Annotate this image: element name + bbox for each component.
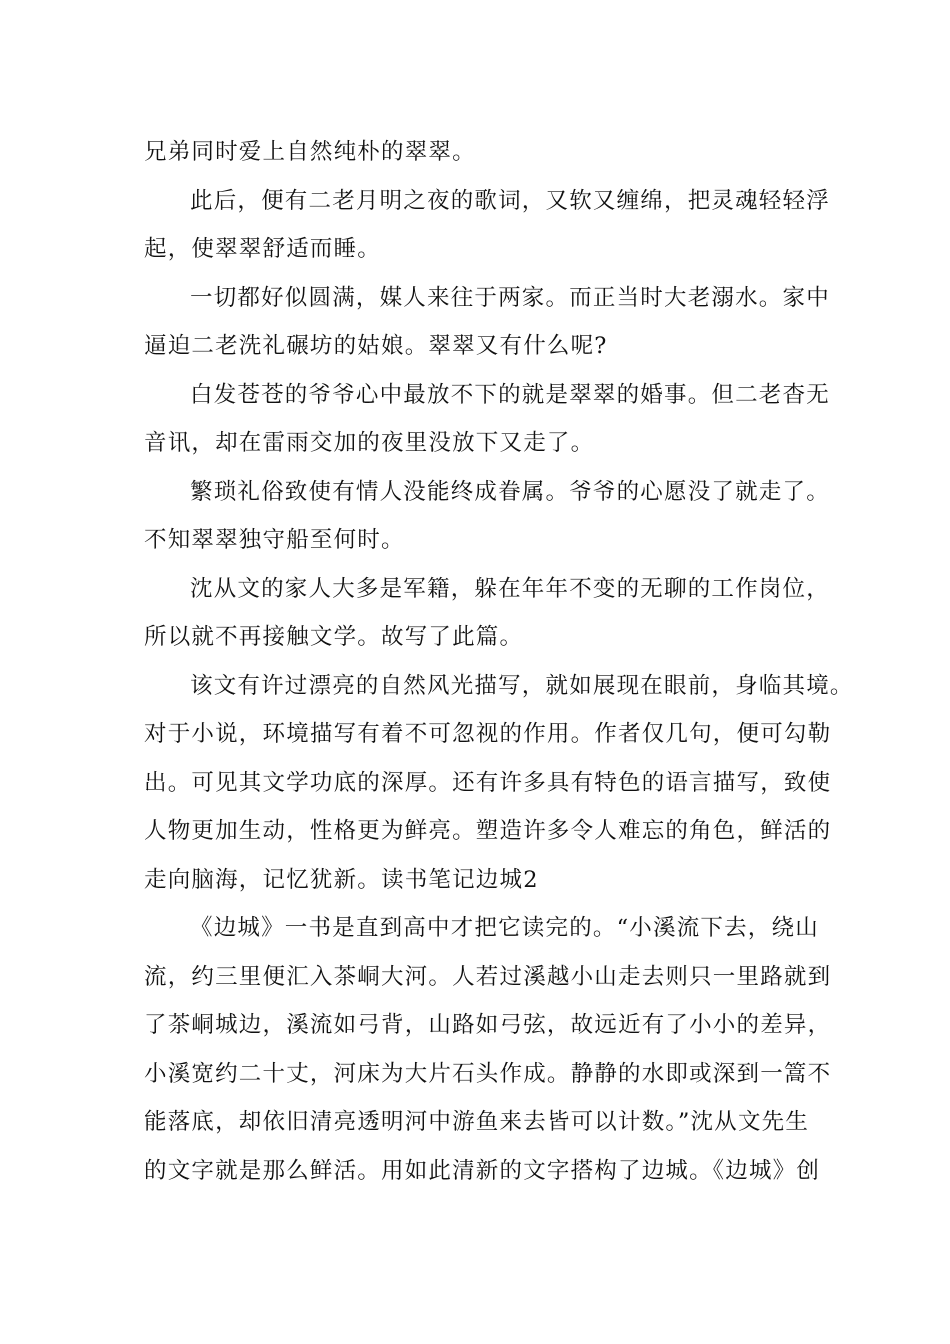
text-line: 的文字就是那么鲜活。用如此清新的文字搭构了边城。《边城》创 <box>144 1157 821 1184</box>
text-line: 所以就不再接触文学。故写了此篇。 <box>144 624 524 650</box>
text-line: 繁琐礼俗致使有情人没能终成眷属。爷爷的心愿没了就走了。 <box>190 478 830 505</box>
text-line: 能落底，却依旧清亮透明河中游鱼来去皆可以计数。”沈从文先生 <box>144 1109 810 1135</box>
text-line: 走向脑海，记忆犹新。读书笔记边城2 <box>144 866 539 893</box>
text-line: 音讯，却在雷雨交加的夜里没放下又走了。 <box>144 430 595 456</box>
text-line: 出。可见其文学功底的深厚。还有许多具有特色的语言描写，致使 <box>144 769 832 796</box>
text-line: 了茶峒城边，溪流如弓背，山路如弓弦，故远近有了小小的差异， <box>144 1012 832 1038</box>
text-line: 《边城》一书是直到高中才把它读完的。“小溪流下去，绕山 <box>190 915 819 941</box>
text-line: 一切都好似圆满，媒人来往于两家。而正当时大老溺水。家中 <box>190 284 830 311</box>
text-line: 流，约三里便汇入茶峒大河。人若过溪越小山走去则只一里路就到 <box>144 963 832 990</box>
text-line: 小溪宽约二十丈，河床为大片石头作成。静静的水即或深到一篙不 <box>144 1060 832 1087</box>
text-line: 白发苍苍的爷爷心中最放不下的就是翠翠的婚事。但二老杳无 <box>190 381 830 408</box>
text-line: 起，使翠翠舒适而睡。 <box>144 236 382 262</box>
text-line: 对于小说，环境描写有着不可忽视的作用。作者仅几句，便可勾勒 <box>144 721 832 747</box>
text-line: 人物更加生动，性格更为鲜亮。塑造许多令人难忘的角色，鲜活的 <box>144 818 832 844</box>
document-body <box>144 128 854 1195</box>
text-line: 不知翠翠独守船至何时。 <box>144 527 405 553</box>
text-line: 该文有许过漂亮的自然风光描写，就如展现在眼前，身临其境。 <box>190 672 854 699</box>
text-line: 逼迫二老洗礼碾坊的姑娘。翠翠又有什么呢? <box>144 333 608 359</box>
text-line: 此后，便有二老月明之夜的歌词，又软又缠绵，把灵魂轻轻浮 <box>190 187 830 214</box>
text-line: 沈从文的家人大多是军籍，躲在年年不变的无聊的工作岗位， <box>190 575 830 602</box>
text-line: 兄弟同时爱上自然纯朴的翠翠。 <box>144 139 476 165</box>
